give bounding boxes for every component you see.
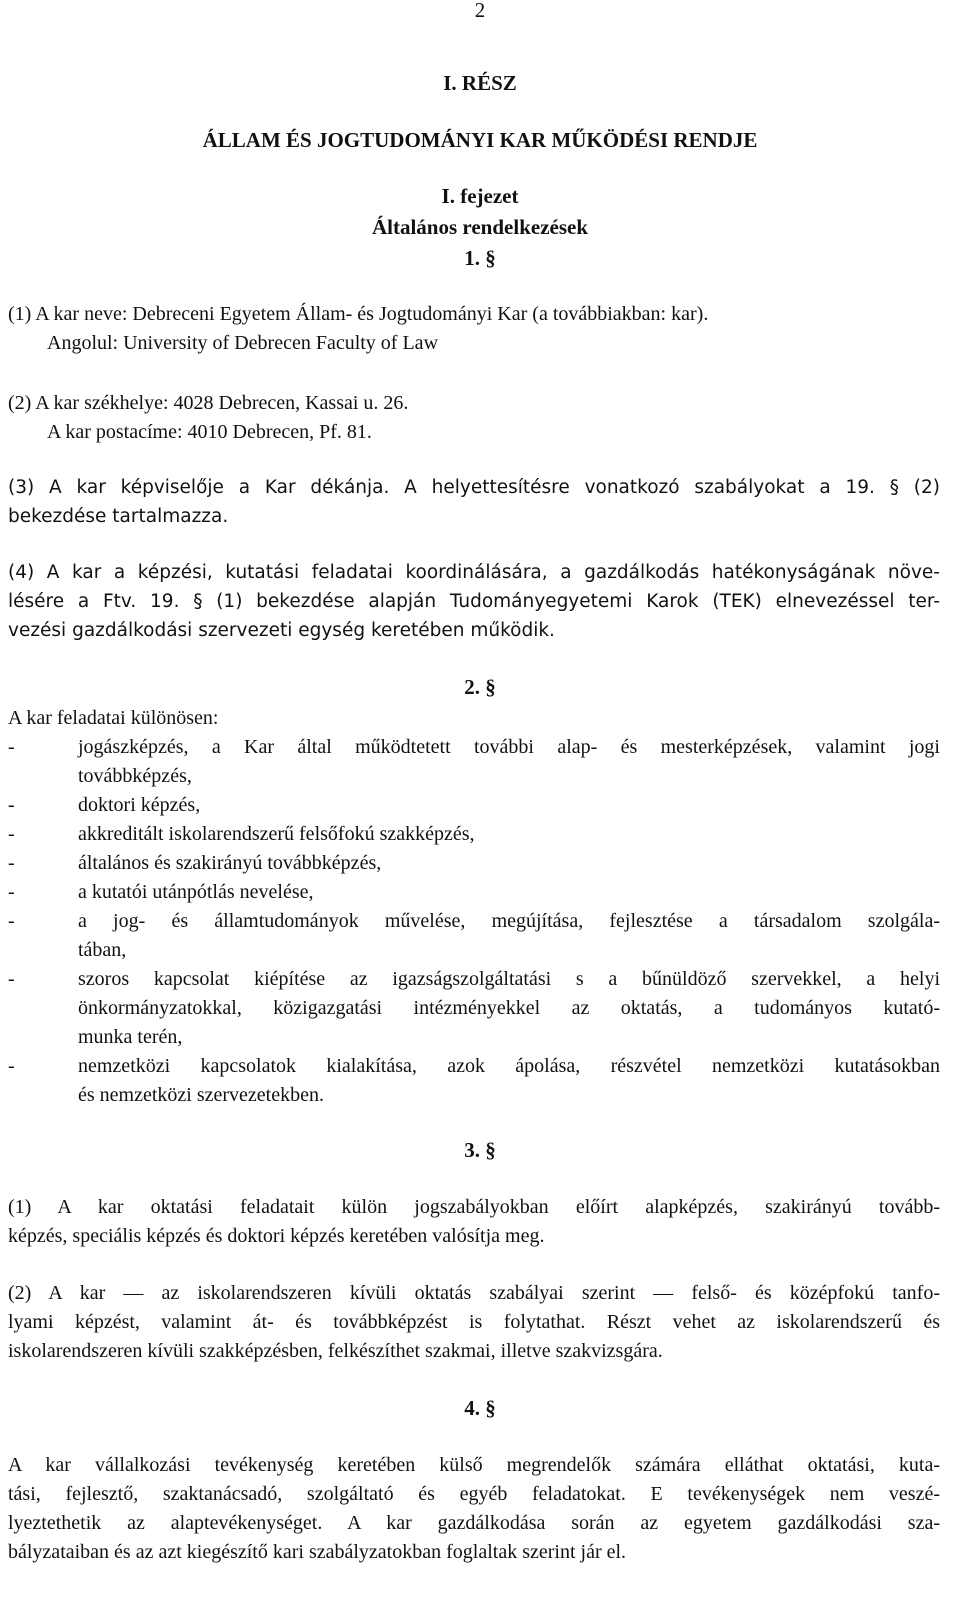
chapter-number: I. fejezet	[441, 184, 519, 208]
list-item: tában,	[78, 939, 127, 961]
list-bullet: -	[8, 1055, 15, 1077]
list-item: általános és szakirányú továbbképzés,	[78, 852, 382, 874]
s3-p2-line2: lyami képzést, valamint át- és továbbképzést is folytathat. Részt vehet az iskolarendszerű és	[8, 1311, 940, 1333]
section-2-heading: 2. §	[464, 675, 496, 699]
list-item: és nemzetközi szervezetekben.	[78, 1084, 324, 1106]
section-4-heading: 4. §	[464, 1396, 496, 1420]
document-title: ÁLLAM ÉS JOGTUDOMÁNYI KAR MŰKÖDÉSI RENDJE	[202, 128, 758, 152]
list-item: szoros kapcsolat kiépítése az igazságszolgáltatási s a bűnüldöző szervekkel, a helyi	[78, 968, 940, 990]
s1-p2-line2: A kar postacíme: 4010 Debrecen, Pf. 81.	[47, 421, 372, 443]
s3-p2-line1: (2) A kar — az iskolarendszeren kívüli oktatás szabályai szerint — felső- és középfokú tanfo-	[8, 1282, 940, 1304]
s1-p3-line2: bekezdése tartalmazza.	[8, 506, 229, 527]
section-1-heading: 1. §	[464, 246, 496, 270]
part-title: I. RÉSZ	[443, 71, 517, 95]
list-bullet: -	[8, 736, 15, 758]
list-item: továbbképzés,	[78, 765, 192, 787]
list-item: a jog- és államtudományok művelése, megújítása, fejlesztése a társadalom szolgála-	[78, 910, 940, 932]
s3-p1-line2: képzés, speciális képzés és doktori képzés keretében valósítja meg.	[8, 1225, 545, 1247]
list-bullet: -	[8, 968, 15, 990]
s1-p2-line1: (2) A kar székhelye: 4028 Debrecen, Kassai u. 26.	[8, 392, 409, 414]
s4-line4: bályzataiban és az azt kiegészítő kari szabályzatokban foglaltak szerint jár el.	[8, 1541, 627, 1563]
s4-line3: lyeztethetik az alaptevékenységet. A kar gazdálkodása során az egyetem gazdálkodási sza-	[8, 1512, 940, 1534]
list-bullet: -	[8, 852, 15, 874]
s4-line2: tási, fejlesztő, szaktanácsadó, szolgáltató és egyéb feladatokat. E tevékenységek nem veszé-	[8, 1483, 940, 1505]
list-item: a kutatói utánpótlás nevelése,	[78, 881, 314, 903]
s4-line1: A kar vállalkozási tevékenység keretében külső megrendelők számára elláthat oktatási, kuta-	[8, 1454, 940, 1476]
section-3-heading: 3. §	[464, 1138, 496, 1162]
s1-p4-line1: (4) A kar a képzési, kutatási feladatai koordinálására, a gazdálkodás hatékonyságának növe-	[8, 562, 940, 583]
list-item: akkreditált iskolarendszerű felsőfokú szakképzés,	[78, 823, 475, 845]
list-item: munka terén,	[78, 1026, 183, 1048]
list-item: önkormányzatokkal, közigazgatási intézményekkel az oktatás, a tudományos kutató-	[78, 997, 940, 1019]
s3-p1-line1: (1) A kar oktatási feladatait külön jogszabályokban előírt alapképzés, szakirányú tovább-	[8, 1196, 940, 1218]
list-item: jogászképzés, a Kar által működtetett további alap- és mesterképzések, valamint jogi	[78, 736, 940, 758]
s3-p3-line1: (3) A kar képviselője a Kar dékánja. A helyettesítésre vonatkozó szabályokat a 19. § (2)	[8, 477, 940, 498]
page-number: 2	[474, 0, 486, 22]
s1-p4-line3: vezési gazdálkodási szervezeti egység keretében működik.	[8, 620, 555, 641]
s1-p4-line2: lésére a Ftv. 19. § (1) bekezdése alapján Tudományegyetemi Karok (TEK) elnevezéssel ter-	[8, 591, 940, 612]
chapter-title: Általános rendelkezések	[371, 215, 589, 239]
list-bullet: -	[8, 794, 15, 816]
s3-p2-line3: iskolarendszeren kívüli szakképzésben, felkészíthet szakmai, illetve szakvizsgára.	[8, 1340, 663, 1362]
s1-p1-line1: (1) A kar neve: Debreceni Egyetem Állam- és Jogtudományi Kar (a továbbiakban: kar).	[8, 303, 709, 325]
list-bullet: -	[8, 823, 15, 845]
list-bullet: -	[8, 910, 15, 932]
s1-p1-line2: Angolul: University of Debrecen Faculty of Law	[47, 332, 439, 354]
list-bullet: -	[8, 881, 15, 903]
list-item: doktori képzés,	[78, 794, 201, 816]
list-item: nemzetközi kapcsolatok kialakítása, azok ápolása, részvétel nemzetközi kutatásokban	[78, 1055, 940, 1077]
s2-intro: A kar feladatai különösen:	[8, 707, 219, 729]
